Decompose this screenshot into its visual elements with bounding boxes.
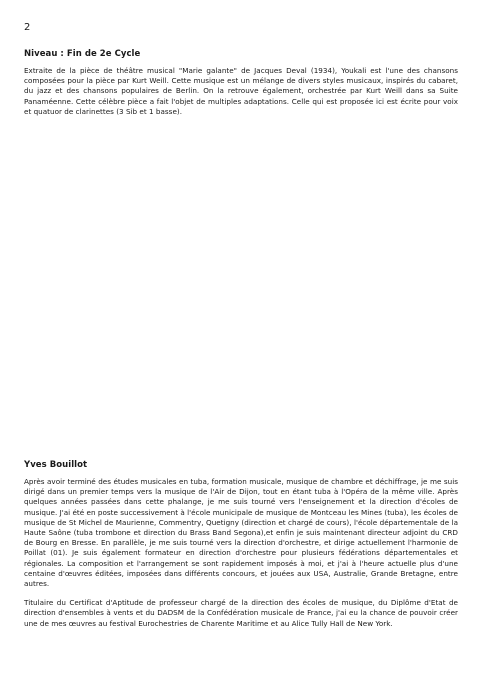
level-heading: Niveau : Fin de 2e Cycle (24, 49, 141, 59)
intro-section (24, 49, 458, 117)
bio-paragraph: Après avoir terminé des études musicales en tuba, formation musicale, musique de chambre et déchiffrage, je me suis dirigé dans un premier temps vers la musique de l'Air de Dijon, tout en étant tuba à l'Opéra de la même ville. Après quelques années passées dans cette phalange, je me suis tourné vers l'enseignement et la direction d'écoles de musique. J'ai été en poste successivement à l'école municipale de musique de Montceau les Mines (tuba), les écoles de musique de St Michel de Maurienne, Commentry, Quetigny (direction et chargé de cours), l'école départementale de la Haute Saône (tuba trombone et direction du Brass Band Segona),et enfin je suis maintenant directeur adjoint du CRD de Bourg en Bresse. En parallèle, je me suis tourné vers la direction d'orchestre, et dirige actuellement l'harmonie de Poillat (01). Je suis également formateur en direction d'orchestre pour plusieurs fédérations départementales et régionales. La composition et l'arrangement se sont rapidement imposés à moi, et j'ai à l'heure actuelle plus d'une centaine d'œuvres éditées, imposées dans différents concours, et jouées aux USA, Australie, Grande Bretagne, entre autres. (24, 477, 458, 589)
composer-name-heading: Yves Bouillot (24, 460, 88, 470)
composer-bio-section (24, 460, 458, 629)
intro-paragraph: Extraite de la pièce de théâtre musical "Marie galante" de Jacques Deval (1934), Youkali est l'une des chansons composées pour la pièce par Kurt Weill. Cette musique est un mélange de divers styles musicaux, inspirés du cabaret, du jazz et des chansons populaires de Berlin. On la retrouve également, orchestrée par Kurt Weill dans sa Suite Panaméenne. Cette célèbre pièce a fait l'objet de multiples adaptations. Celle qui est proposée ici est écrite pour voix et quatuor de clarinettes (3 Sib et 1 basse). (24, 66, 458, 116)
bio-paragraph: Titulaire du Certificat d'Aptitude de professeur chargé de la direction des écoles de musique, du Diplôme d'Etat de direction d'ensembles à vents et du DADSM de la Confédération musicale de France, j'ai eu la chance de pouvoir créer une de mes œuvres au festival Eurochestries de Charente Maritime et au Alice Tully Hall de New York. (24, 598, 458, 628)
page-number: 2 (24, 22, 31, 33)
